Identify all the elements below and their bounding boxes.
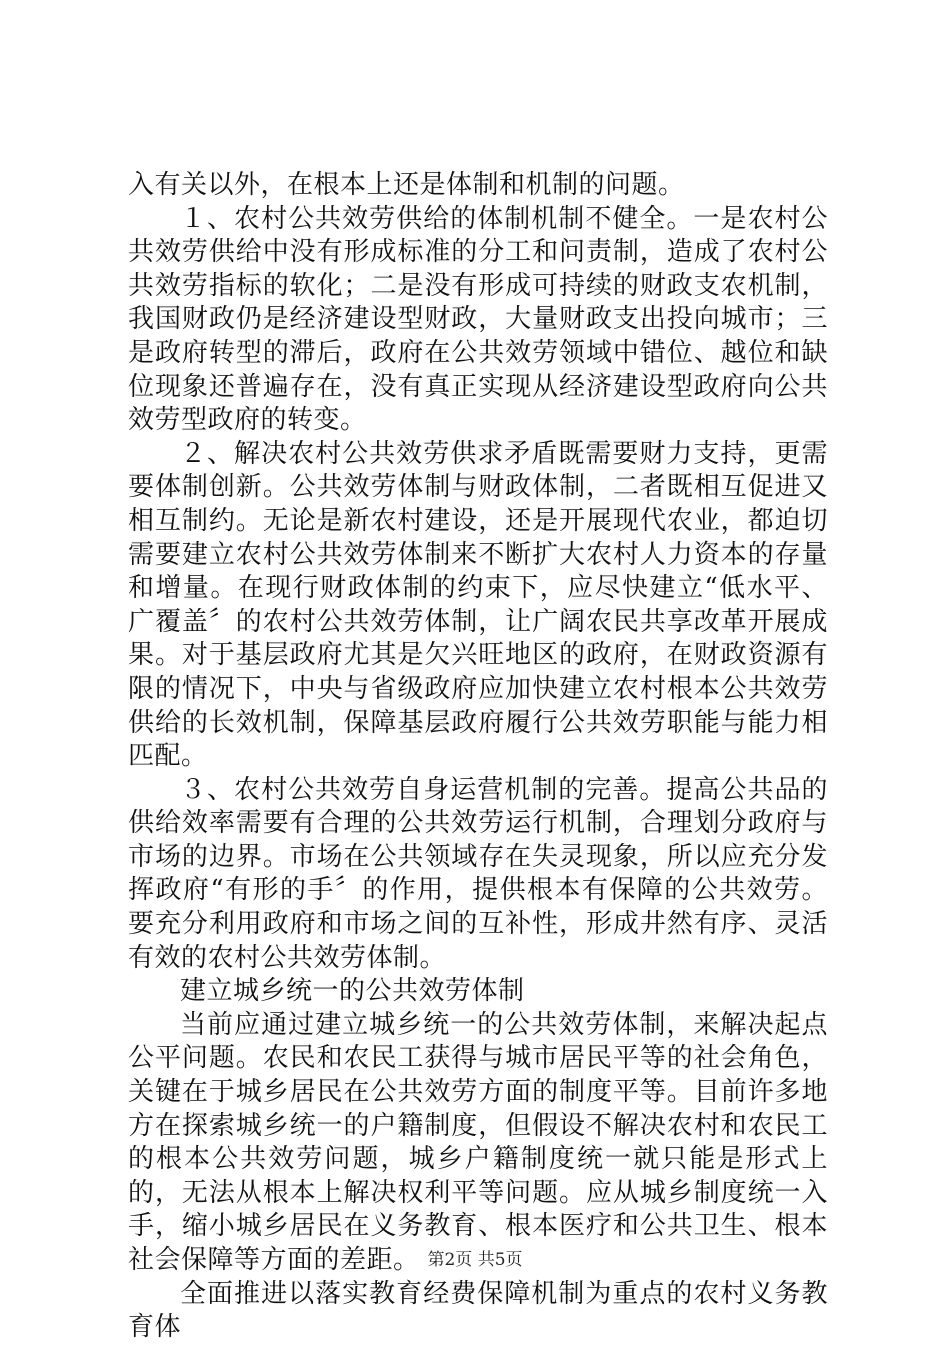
- paragraph-2: １、农村公共效劳供给的体制机制不健全。一是农村公共效劳供给中没有形成标准的分工和问责制，造成了农村公共效劳指标的软化；二是没有形成可持续的财政支农机制，我国财政仍是经济建设型财政，大量财政支出投向城市；三是政府转型的滞后，政府在公共效劳领域中错位、越位和缺位现象还普遍存在，没有真正实现从经济建设型政府向公共效劳型政府的转变。: [128, 203, 828, 436]
- paragraph-4: ３、农村公共效劳自身运营机制的完善。提高公共品的供给效率需要有合理的公共效劳运行机制，合理划分政府与市场的边界。市场在公共领域存在失灵现象，所以应充分发挥政府“有形的手〞的作用，提供根本有保障的公共效劳。要充分利用政府和市场之间的互补性，形成井然有序、灵活有效的农村公共效劳体制。: [128, 774, 828, 973]
- paragraph-1: 入有关以外，在根本上还是体制和机制的问题。: [128, 170, 685, 200]
- section-heading: 建立城乡统一的公共效劳体制: [180, 976, 525, 1007]
- paragraph-3: ２、解决农村公共效劳供求矛盾既需要财力支持，更需要体制创新。公共效劳体制与财政体制，二者既相互促进又相互制约。无论是新农村建设，还是开展现代农业，都迫切需要建立农村公共效劳体制来不断扩大农村人力资本的存量和增量。在现行财政体制的约束下，应尽快建立“低水平、广覆盖〞的农村公共效劳体制，让广阔农民共享改革开展成果。对于基层政府尤其是欠兴旺地区的政府，在财政资源有限的情况下，中央与省级政府应加快建立农村根本公共效劳供给的长效机制，保障基层政府履行公共效劳职能与能力相匹配。: [128, 438, 828, 772]
- body-text: [128, 169, 828, 1345]
- paragraph-5: 当前应通过建立城乡统一的公共效劳体制，来解决起点公平问题。农民和农民工获得与城市居民平等的社会角色，关键在于城乡居民在公共效劳方面的制度平等。目前许多地方在探索城乡统一的户籍制度，但假设不解决农村和农民工的根本公共效劳问题，城乡户籍制度统一就只能是形式上的，无法从根本上解决权利平等问题。应从城乡制度统一入手，缩小城乡居民在义务教育、根本医疗和公共卫生、根本社会保障等方面的差距。: [128, 1009, 828, 1275]
- paragraph-6: 全面推进以落实教育经费保障机制为重点的农村义务教育体: [128, 1278, 828, 1343]
- page-number-footer: 第2页 共5页: [427, 1250, 523, 1270]
